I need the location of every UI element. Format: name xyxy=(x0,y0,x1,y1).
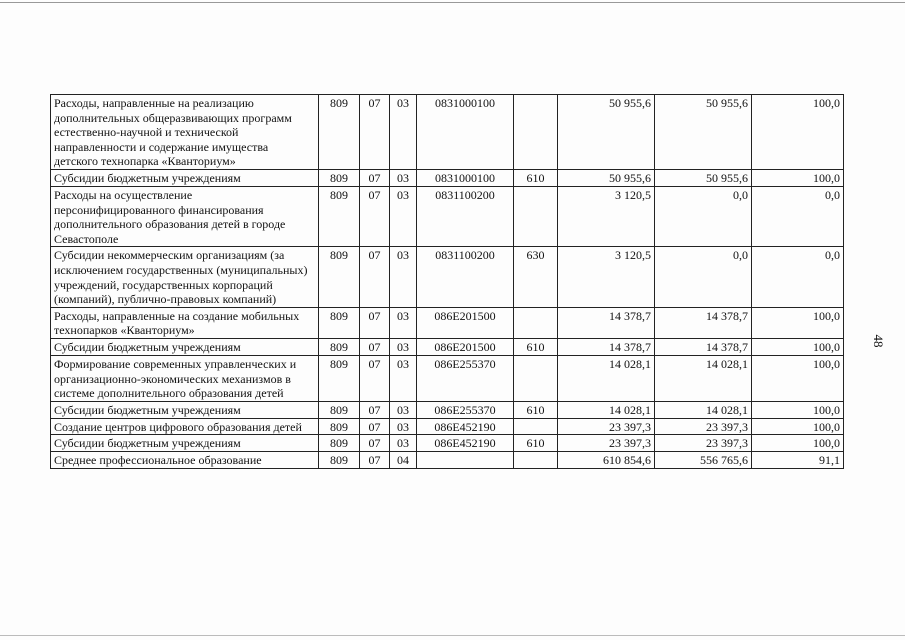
plan-amount: 610 854,6 xyxy=(558,452,655,469)
subsection-code: 03 xyxy=(390,247,417,307)
expense-type-code: 610 xyxy=(514,435,558,452)
plan-amount: 23 397,3 xyxy=(558,435,655,452)
row-name: Формирование современных управленческих и организационно-экономических механизмов в системе дополнительного образования детей xyxy=(51,355,319,401)
plan-amount: 14 028,1 xyxy=(558,355,655,401)
row-name: Субсидии бюджетным учреждениям xyxy=(51,338,319,355)
table-row xyxy=(51,186,844,246)
table-row xyxy=(51,452,844,469)
subsection-code: 03 xyxy=(390,338,417,355)
execution-percent: 0,0 xyxy=(752,186,844,246)
execution-percent: 100,0 xyxy=(752,95,844,170)
actual-amount: 0,0 xyxy=(655,247,752,307)
plan-amount: 50 955,6 xyxy=(558,95,655,170)
target-article-code: 086E255370 xyxy=(417,355,514,401)
row-name: Субсидии бюджетным учреждениям xyxy=(51,401,319,418)
table-row xyxy=(51,247,844,307)
expense-type-code: 610 xyxy=(514,338,558,355)
subsection-code: 03 xyxy=(390,186,417,246)
execution-percent: 100,0 xyxy=(752,355,844,401)
expense-type-code xyxy=(514,355,558,401)
expense-type-code: 610 xyxy=(514,401,558,418)
dept-code: 809 xyxy=(319,307,360,338)
budget-table xyxy=(50,94,844,469)
row-name: Субсидии бюджетным учреждениям xyxy=(51,169,319,186)
expense-type-code xyxy=(514,307,558,338)
row-name: Расходы на осуществление персонифицированного финансирования дополнительного образования детей в городе Севастополе xyxy=(51,186,319,246)
dept-code: 809 xyxy=(319,435,360,452)
section-code: 07 xyxy=(360,401,390,418)
expense-type-code: 610 xyxy=(514,169,558,186)
table-row xyxy=(51,355,844,401)
row-name: Расходы, направленные на создание мобильных технопарков «Кванториум» xyxy=(51,307,319,338)
actual-amount: 14 028,1 xyxy=(655,355,752,401)
target-article-code: 0831000100 xyxy=(417,95,514,170)
section-code: 07 xyxy=(360,355,390,401)
table-row xyxy=(51,435,844,452)
section-code: 07 xyxy=(360,435,390,452)
expense-type-code xyxy=(514,186,558,246)
section-code: 07 xyxy=(360,307,390,338)
section-code: 07 xyxy=(360,338,390,355)
dept-code: 809 xyxy=(319,401,360,418)
section-code: 07 xyxy=(360,95,390,170)
scan-border-top xyxy=(0,2,905,3)
plan-amount: 3 120,5 xyxy=(558,247,655,307)
expense-type-code: 630 xyxy=(514,247,558,307)
execution-percent: 100,0 xyxy=(752,435,844,452)
row-name: Субсидии бюджетным учреждениям xyxy=(51,435,319,452)
execution-percent: 0,0 xyxy=(752,247,844,307)
execution-percent: 100,0 xyxy=(752,418,844,435)
dept-code: 809 xyxy=(319,355,360,401)
execution-percent: 100,0 xyxy=(752,307,844,338)
actual-amount: 50 955,6 xyxy=(655,169,752,186)
row-name: Субсидии некоммерческим организациям (за исключением государственных (муниципальных) учреждений, государственных корпораций (компаний), публично-правовых компаний) xyxy=(51,247,319,307)
dept-code: 809 xyxy=(319,338,360,355)
subsection-code: 03 xyxy=(390,418,417,435)
actual-amount: 0,0 xyxy=(655,186,752,246)
section-code: 07 xyxy=(360,169,390,186)
target-article-code: 086E452190 xyxy=(417,435,514,452)
section-code: 07 xyxy=(360,452,390,469)
table-row xyxy=(51,338,844,355)
expense-type-code xyxy=(514,452,558,469)
actual-amount: 14 028,1 xyxy=(655,401,752,418)
plan-amount: 14 378,7 xyxy=(558,338,655,355)
target-article-code: 086E452190 xyxy=(417,418,514,435)
page-number: 48 xyxy=(871,334,886,348)
target-article-code: 0831000100 xyxy=(417,169,514,186)
target-article-code: 0831100200 xyxy=(417,186,514,246)
plan-amount: 23 397,3 xyxy=(558,418,655,435)
execution-percent: 100,0 xyxy=(752,338,844,355)
plan-amount: 14 028,1 xyxy=(558,401,655,418)
target-article-code: 086E255370 xyxy=(417,401,514,418)
dept-code: 809 xyxy=(319,247,360,307)
table-row xyxy=(51,418,844,435)
subsection-code: 03 xyxy=(390,169,417,186)
section-code: 07 xyxy=(360,418,390,435)
subsection-code: 03 xyxy=(390,435,417,452)
target-article-code xyxy=(417,452,514,469)
table-row xyxy=(51,169,844,186)
execution-percent: 100,0 xyxy=(752,401,844,418)
dept-code: 809 xyxy=(319,418,360,435)
dept-code: 809 xyxy=(319,95,360,170)
row-name: Среднее профессиональное образование xyxy=(51,452,319,469)
subsection-code: 04 xyxy=(390,452,417,469)
actual-amount: 14 378,7 xyxy=(655,307,752,338)
table-row xyxy=(51,307,844,338)
target-article-code: 0831100200 xyxy=(417,247,514,307)
plan-amount: 14 378,7 xyxy=(558,307,655,338)
table-row xyxy=(51,401,844,418)
expense-type-code xyxy=(514,95,558,170)
actual-amount: 23 397,3 xyxy=(655,418,752,435)
subsection-code: 03 xyxy=(390,95,417,170)
scan-border-bottom xyxy=(0,635,905,636)
actual-amount: 23 397,3 xyxy=(655,435,752,452)
subsection-code: 03 xyxy=(390,307,417,338)
actual-amount: 50 955,6 xyxy=(655,95,752,170)
expense-type-code xyxy=(514,418,558,435)
target-article-code: 086E201500 xyxy=(417,307,514,338)
plan-amount: 50 955,6 xyxy=(558,169,655,186)
dept-code: 809 xyxy=(319,169,360,186)
row-name: Расходы, направленные на реализацию дополнительных общеразвивающих программ естественно-научной и технической направленности и содержание имущества детского технопарка «Кванториум» xyxy=(51,95,319,170)
target-article-code: 086E201500 xyxy=(417,338,514,355)
plan-amount: 3 120,5 xyxy=(558,186,655,246)
actual-amount: 556 765,6 xyxy=(655,452,752,469)
execution-percent: 91,1 xyxy=(752,452,844,469)
section-code: 07 xyxy=(360,247,390,307)
row-name: Создание центров цифрового образования детей xyxy=(51,418,319,435)
execution-percent: 100,0 xyxy=(752,169,844,186)
dept-code: 809 xyxy=(319,452,360,469)
subsection-code: 03 xyxy=(390,401,417,418)
table-row xyxy=(51,95,844,170)
dept-code: 809 xyxy=(319,186,360,246)
section-code: 07 xyxy=(360,186,390,246)
subsection-code: 03 xyxy=(390,355,417,401)
actual-amount: 14 378,7 xyxy=(655,338,752,355)
